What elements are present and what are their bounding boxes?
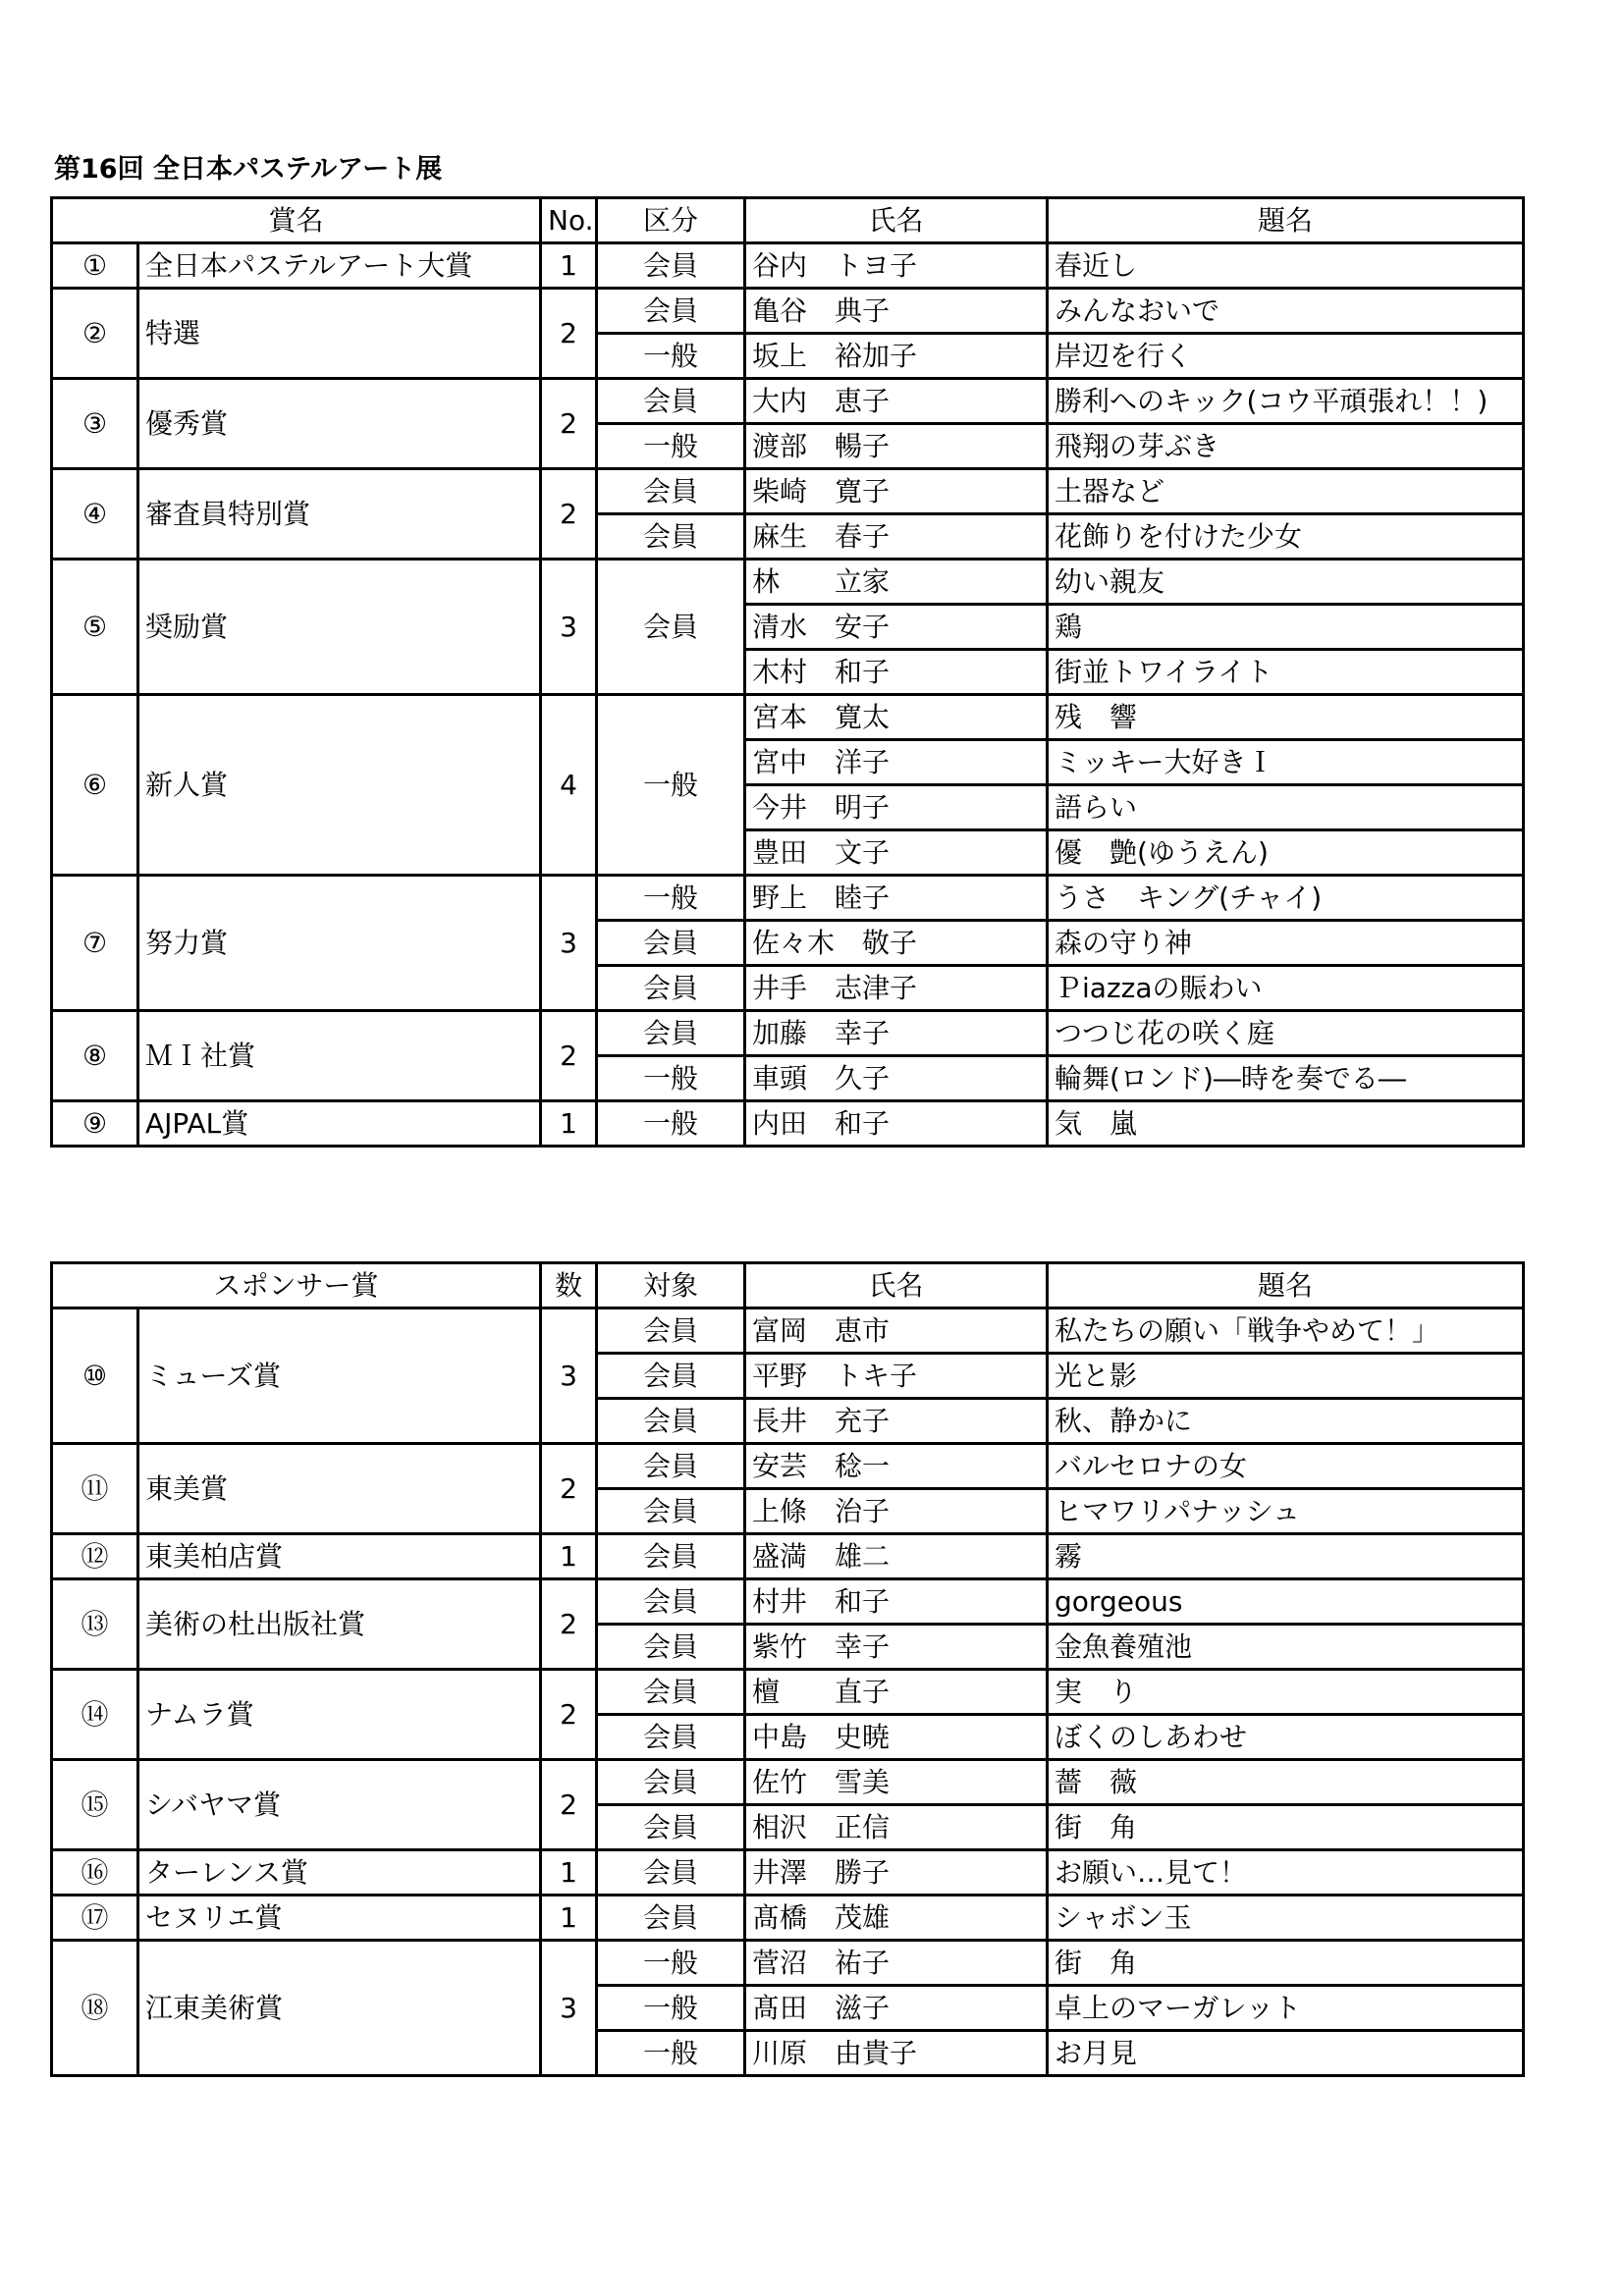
artist-name: 渡部 暢子 [745,424,1048,469]
table-row [52,469,1524,514]
document-title: 第16回 全日本パステルアート展 [54,154,443,185]
award-number: ⑨ [52,1101,138,1147]
award-name: 奨励賞 [138,560,541,695]
artist-name: 長井 充子 [745,1399,1048,1444]
category-cell: 一般 [597,424,745,469]
award-count: 2 [541,469,597,560]
artwork-title: 薔 薇 [1048,1760,1524,1805]
artist-name: 村井 和子 [745,1579,1048,1625]
header-row [52,1263,1524,1308]
award-count: 2 [541,1011,597,1101]
award-count: 2 [541,379,597,469]
award-count: 2 [541,289,597,379]
award-name: 東美賞 [138,1444,541,1534]
artwork-title: 土器など [1048,469,1524,514]
award-count: 3 [541,560,597,695]
table-row [52,1011,1524,1056]
header-award: スポンサー賞 [52,1263,541,1308]
award-number: ⑦ [52,876,138,1011]
award-name: シバヤマ賞 [138,1760,541,1850]
artist-name: 佐竹 雪美 [745,1760,1048,1805]
category-cell: 会員 [597,1534,745,1579]
award-count: 2 [541,1760,597,1850]
award-count: 3 [541,1941,597,2076]
award-number: ⑫ [52,1534,138,1579]
artwork-title: 光と影 [1048,1354,1524,1399]
table-row [52,1941,1524,1986]
award-number: ③ [52,379,138,469]
award-number: ⑬ [52,1579,138,1670]
header-name: 氏名 [745,198,1048,243]
artwork-title: 輪舞(ロンド)―時を奏でる― [1048,1056,1524,1101]
artwork-title: ミッキー大好きＩ [1048,740,1524,785]
artist-name: 加藤 幸子 [745,1011,1048,1056]
category-cell: 会員 [597,1850,745,1896]
category-cell: 一般 [597,876,745,921]
artwork-title: ヒマワリパナッシュ [1048,1489,1524,1534]
award-name: AJPAL賞 [138,1101,541,1147]
artwork-title: 岸辺を行く [1048,334,1524,379]
award-name: ターレンス賞 [138,1850,541,1896]
artwork-title: 街並トワイライト [1048,650,1524,695]
table-row [52,1308,1524,1354]
award-name: 審査員特別賞 [138,469,541,560]
artwork-title: 街 角 [1048,1805,1524,1850]
artist-name: 木村 和子 [745,650,1048,695]
award-name: ミューズ賞 [138,1308,541,1444]
award-name: ＭＩ社賞 [138,1011,541,1101]
artwork-title: 語らい [1048,785,1524,830]
artist-name: 髙橋 茂雄 [745,1896,1048,1941]
artwork-title: 花飾りを付けた少女 [1048,514,1524,560]
category-cell: 会員 [597,379,745,424]
award-number: ⑪ [52,1444,138,1534]
artist-name: 内田 和子 [745,1101,1048,1147]
header-title: 題名 [1048,1263,1524,1308]
header-count: No. [541,198,597,243]
artist-name: 紫竹 幸子 [745,1625,1048,1670]
table-row [52,1760,1524,1805]
table-row [52,1896,1524,1941]
artist-name: 谷内 トヨ子 [745,243,1048,289]
category-cell: 会員 [597,243,745,289]
award-number: ⑥ [52,695,138,876]
artist-name: 麻生 春子 [745,514,1048,560]
awards-table [50,196,1525,1148]
artwork-title: みんなおいで [1048,289,1524,334]
award-count: 2 [541,1579,597,1670]
artwork-title: 気 嵐 [1048,1101,1524,1147]
category-cell: 会員 [597,1489,745,1534]
artwork-title: シャボン玉 [1048,1896,1524,1941]
category-cell: 会員 [597,921,745,966]
award-count: 1 [541,1101,597,1147]
category-cell: 一般 [597,1986,745,2031]
category-cell: 一般 [597,1941,745,1986]
artist-name: 檀 直子 [745,1670,1048,1715]
artist-name: 宮中 洋子 [745,740,1048,785]
artwork-title: gorgeous [1048,1579,1524,1625]
artist-name: 今井 明子 [745,785,1048,830]
award-count: 2 [541,1670,597,1760]
award-number: ⑰ [52,1896,138,1941]
award-count: 1 [541,243,597,289]
award-name: 全日本パステルアート大賞 [138,243,541,289]
award-number: ⑧ [52,1011,138,1101]
artwork-title: お願い…見て！ [1048,1850,1524,1896]
artist-name: 宮本 寛太 [745,695,1048,740]
category-cell: 一般 [597,334,745,379]
artwork-title: つつじ花の咲く庭 [1048,1011,1524,1056]
award-count: 2 [541,1444,597,1534]
award-count: 1 [541,1850,597,1896]
artwork-title: 勝利へのキック(コウ平頑張れ！！) [1048,379,1524,424]
artist-name: 中島 史暁 [745,1715,1048,1760]
artist-name: 相沢 正信 [745,1805,1048,1850]
table-row [52,560,1524,605]
artwork-title: 幼い親友 [1048,560,1524,605]
table-row [52,1101,1524,1147]
category-cell: 会員 [597,1579,745,1625]
artist-name: 野上 睦子 [745,876,1048,921]
award-count: 3 [541,876,597,1011]
artwork-title: ぼくのしあわせ [1048,1715,1524,1760]
award-name: 努力賞 [138,876,541,1011]
award-name: 特選 [138,289,541,379]
award-name: セヌリエ賞 [138,1896,541,1941]
artist-name: 車頭 久子 [745,1056,1048,1101]
category-cell: 会員 [597,1760,745,1805]
table-row [52,876,1524,921]
artist-name: 大内 恵子 [745,379,1048,424]
award-number: ② [52,289,138,379]
header-count: 数 [541,1263,597,1308]
artwork-title: バルセロナの女 [1048,1444,1524,1489]
table-row [52,1670,1524,1715]
table-row [52,243,1524,289]
category-cell: 会員 [597,1625,745,1670]
award-number: ⑮ [52,1760,138,1850]
artist-name: 井手 志津子 [745,966,1048,1011]
category-cell: 会員 [597,966,745,1011]
award-name: 美術の杜出版社賞 [138,1579,541,1670]
artist-name: 柴崎 寛子 [745,469,1048,514]
table-row [52,695,1524,740]
category-cell: 会員 [597,1444,745,1489]
artwork-title: Ｐiazzaの賑わい [1048,966,1524,1011]
artwork-title: 春近し [1048,243,1524,289]
artwork-title: 霧 [1048,1534,1524,1579]
category-cell: 会員 [597,1399,745,1444]
table-row [52,1579,1524,1625]
artwork-title: 鶏 [1048,605,1524,650]
artist-name: 髙田 滋子 [745,1986,1048,2031]
artist-name: 上條 治子 [745,1489,1048,1534]
artist-name: 安芸 稔一 [745,1444,1048,1489]
header-category: 区分 [597,198,745,243]
header-name: 氏名 [745,1263,1048,1308]
category-cell: 会員 [597,1896,745,1941]
table-row [52,289,1524,334]
artist-name: 清水 安子 [745,605,1048,650]
table-row [52,379,1524,424]
award-count: 4 [541,695,597,876]
artist-name: 亀谷 典子 [745,289,1048,334]
category-cell: 一般 [597,1056,745,1101]
category-cell: 会員 [597,1308,745,1354]
artwork-title: 残 響 [1048,695,1524,740]
artwork-title: 金魚養殖池 [1048,1625,1524,1670]
award-name: 優秀賞 [138,379,541,469]
artist-name: 豊田 文子 [745,830,1048,876]
header-category: 対象 [597,1263,745,1308]
artist-name: 林 立家 [745,560,1048,605]
artwork-title: うさ キング(チャイ) [1048,876,1524,921]
artwork-title: 街 角 [1048,1941,1524,1986]
award-number: ⑤ [52,560,138,695]
artwork-title: お月見 [1048,2031,1524,2076]
award-number: ⑯ [52,1850,138,1896]
artist-name: 井澤 勝子 [745,1850,1048,1896]
header-row [52,198,1524,243]
award-number: ⑩ [52,1308,138,1444]
category-cell: 会員 [597,1670,745,1715]
artist-name: 盛満 雄二 [745,1534,1048,1579]
table-row [52,1444,1524,1489]
artist-name: 佐々木 敬子 [745,921,1048,966]
category-cell: 会員 [597,469,745,514]
award-name: ナムラ賞 [138,1670,541,1760]
artwork-title: 森の守り神 [1048,921,1524,966]
category-cell: 会員 [597,1354,745,1399]
artwork-title: 優 艶(ゆうえん) [1048,830,1524,876]
artwork-title: 実 り [1048,1670,1524,1715]
artist-name: 平野 トキ子 [745,1354,1048,1399]
award-count: 3 [541,1308,597,1444]
award-name: 東美柏店賞 [138,1534,541,1579]
artist-name: 富岡 恵市 [745,1308,1048,1354]
artist-name: 坂上 裕加子 [745,334,1048,379]
category-cell: 会員 [597,289,745,334]
artist-name: 川原 由貴子 [745,2031,1048,2076]
artwork-title: 秋、静かに [1048,1399,1524,1444]
header-title: 題名 [1048,198,1524,243]
artist-name: 菅沼 祐子 [745,1941,1048,1986]
award-number: ① [52,243,138,289]
category-cell: 一般 [597,695,745,876]
category-cell: 一般 [597,1101,745,1147]
artwork-title: 卓上のマーガレット [1048,1986,1524,2031]
award-count: 1 [541,1896,597,1941]
category-cell: 会員 [597,1715,745,1760]
award-number: ④ [52,469,138,560]
artwork-title: 飛翔の芽ぶき [1048,424,1524,469]
table-row [52,1534,1524,1579]
category-cell: 会員 [597,560,745,695]
category-cell: 会員 [597,1011,745,1056]
award-name: 江東美術賞 [138,1941,541,2076]
header-award: 賞名 [52,198,541,243]
award-count: 1 [541,1534,597,1579]
category-cell: 一般 [597,2031,745,2076]
category-cell: 会員 [597,514,745,560]
artwork-title: 私たちの願い「戦争やめて！」 [1048,1308,1524,1354]
award-number: ⑱ [52,1941,138,2076]
award-number: ⑭ [52,1670,138,1760]
category-cell: 会員 [597,1805,745,1850]
table-row [52,1850,1524,1896]
award-name: 新人賞 [138,695,541,876]
sponsor-awards-table [50,1261,1525,2077]
